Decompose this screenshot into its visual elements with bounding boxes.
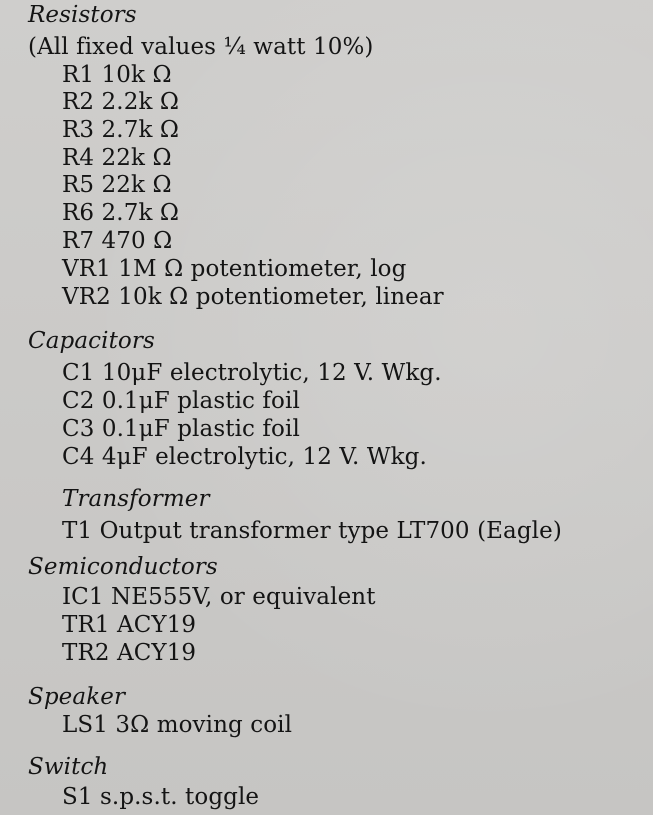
part-tr1: TR1 ACY19 xyxy=(62,612,197,638)
capacitors-heading: Capacitors xyxy=(28,328,155,354)
switch-heading: Switch xyxy=(28,754,109,780)
part-r5: R5 22k Ω xyxy=(62,172,172,198)
part-r4: R4 22k Ω xyxy=(62,145,172,171)
part-r2: R2 2.2k Ω xyxy=(62,89,180,115)
part-ls1: LS1 3Ω moving coil xyxy=(62,712,293,738)
part-tr2: TR2 ACY19 xyxy=(62,640,197,666)
part-c2: C2 0.1μF plastic foil xyxy=(62,388,300,414)
part-r1: R1 10k Ω xyxy=(62,62,172,88)
part-r6: R6 2.7k Ω xyxy=(62,200,180,226)
part-vr2: VR2 10k Ω potentiometer, linear xyxy=(62,284,444,310)
part-t1: T1 Output transformer type LT700 (Eagle) xyxy=(62,518,562,544)
speaker-heading: Speaker xyxy=(28,684,126,710)
part-r3: R3 2.7k Ω xyxy=(62,117,180,143)
part-c1: C1 10μF electrolytic, 12 V. Wkg. xyxy=(62,360,442,386)
semiconductors-heading: Semiconductors xyxy=(28,554,218,580)
resistors-note: (All fixed values ¼ watt 10%) xyxy=(28,34,374,60)
part-s1: S1 s.p.s.t. toggle xyxy=(62,784,260,810)
part-ic1: IC1 NE555V, or equivalent xyxy=(62,584,376,610)
part-r7: R7 470 Ω xyxy=(62,228,173,254)
transformer-heading: Transformer xyxy=(62,486,210,512)
part-c3: C3 0.1μF plastic foil xyxy=(62,416,300,442)
part-vr1: VR1 1M Ω potentiometer, log xyxy=(62,256,407,282)
resistors-heading: Resistors xyxy=(28,2,137,28)
part-c4: C4 4μF electrolytic, 12 V. Wkg. xyxy=(62,444,427,470)
